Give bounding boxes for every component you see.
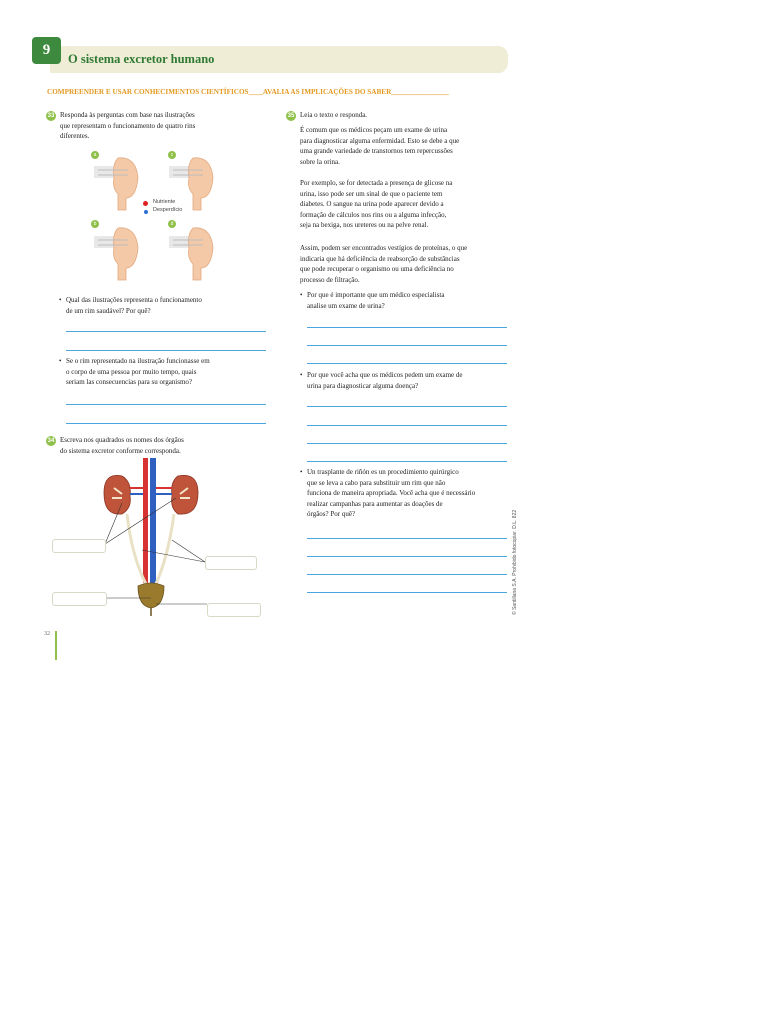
question-33-prompt: Responda às perguntas com base nas ilustrações que representam o funcionamento de quatro rins diferentes. — [60, 111, 196, 140]
answer-line[interactable] — [307, 406, 507, 407]
question-33-bullet-2: • Se o rim representado na ilustração funcionasse em o corpo de uma pessoa por muito tempo, quais seriam las consecuencias para su organismo? — [66, 356, 210, 388]
organ-name-box-3[interactable] — [52, 592, 107, 606]
question-33-bullet-1: • Qual das ilustrações representa o funcionamento de um rim saudável? Por quê? — [66, 295, 202, 316]
answer-line[interactable] — [307, 327, 507, 328]
question-35-paragraph-2: Por exemplo, se for detectada a presença de glicose na urina, isso pode ser um sinal de que o paciente tem diabetes. O sangue na urina pode aparecer devido a formação de cálculos nos rins ou a alguma infecção, seja na bexiga, nos ureteres ou na pelve renal. — [300, 179, 453, 229]
answer-line[interactable] — [307, 461, 507, 462]
question-35-number: 35 — [287, 113, 295, 119]
nutrient-legend-label: Nutriente — [153, 199, 176, 205]
question-35-bullet-1: • Por que é importante que um médico especialista analise um exame de urina? — [307, 290, 444, 311]
kidney-function-illustrations — [88, 148, 228, 288]
answer-line[interactable] — [307, 538, 507, 539]
page-title: O sistema excretor humano — [68, 52, 215, 66]
copyright-notice: © Santillana S.A. Prohibido fotocopiar. D.L. 822 — [512, 509, 518, 615]
answer-line[interactable] — [307, 345, 507, 346]
waste-legend-dot — [144, 210, 148, 214]
panel-label-c: c — [168, 151, 176, 159]
question-35-paragraph-3: Assim, podem ser encontrados vestígios de proteínas, o que indicaria que há deficiência de reabsorção de substâncias que pode recuperar o organismo ou uma deficiência no processo de filtração. — [300, 244, 468, 284]
organ-name-box-4[interactable] — [207, 603, 261, 617]
nutrient-legend-dot — [143, 201, 148, 206]
answer-line[interactable] — [66, 423, 266, 424]
panel-label-a: a — [91, 151, 99, 159]
question-35-bullet-2: • Por que você acha que os médicos pedem um exame de urina para diagnosticar alguma doença? — [307, 370, 463, 391]
answer-line[interactable] — [307, 556, 507, 557]
answer-line[interactable] — [307, 592, 507, 593]
answer-line[interactable] — [307, 425, 507, 426]
waste-legend-label: Desperdício — [153, 207, 183, 213]
organ-name-box-1[interactable] — [52, 539, 106, 553]
answer-line[interactable] — [66, 350, 266, 351]
question-34-number: 34 — [47, 438, 55, 444]
answer-line[interactable] — [66, 331, 266, 332]
question-35-intro: Leia o texto e responda. — [300, 111, 368, 119]
answer-line[interactable] — [307, 574, 507, 575]
question-35-paragraph-1: É comum que os médicos peçam um exame de urina para diagnosticar alguma enfermidad. Esto se debe a que uma grande variedade de transtornos tem repercussões sobre la orina. — [300, 126, 460, 166]
question-35-bullet-3: • Un trasplante de riñón es un procedimiento quirúrgico que se leva a cabo para substituir um rim que não funciona de maneira apropriada. Você acha que é necessário realizar campanhas para aumentar as doações de órgãos? Por quê? — [307, 467, 475, 520]
panel-label-b: b — [91, 220, 99, 228]
chapter-number-badge: 9 — [32, 37, 61, 64]
answer-line[interactable] — [66, 404, 266, 405]
question-34-prompt: Escreva nos quadrados os nomes dos órgãos do sistema excretor conforme corresponda. — [60, 436, 184, 455]
page-margin-rule — [55, 631, 57, 660]
question-33-number: 33 — [47, 113, 55, 119]
panel-label-d: d — [168, 220, 176, 228]
answer-line[interactable] — [307, 443, 507, 444]
section-header: COMPREENDER E USAR CONHECIMENTOS CIENTÍFICOS____AVALIA AS IMPLICAÇÕES DO SABER________________ — [47, 88, 449, 96]
organ-name-box-2[interactable] — [205, 556, 257, 570]
answer-line[interactable] — [307, 363, 507, 364]
page-number: 32 — [44, 631, 50, 637]
